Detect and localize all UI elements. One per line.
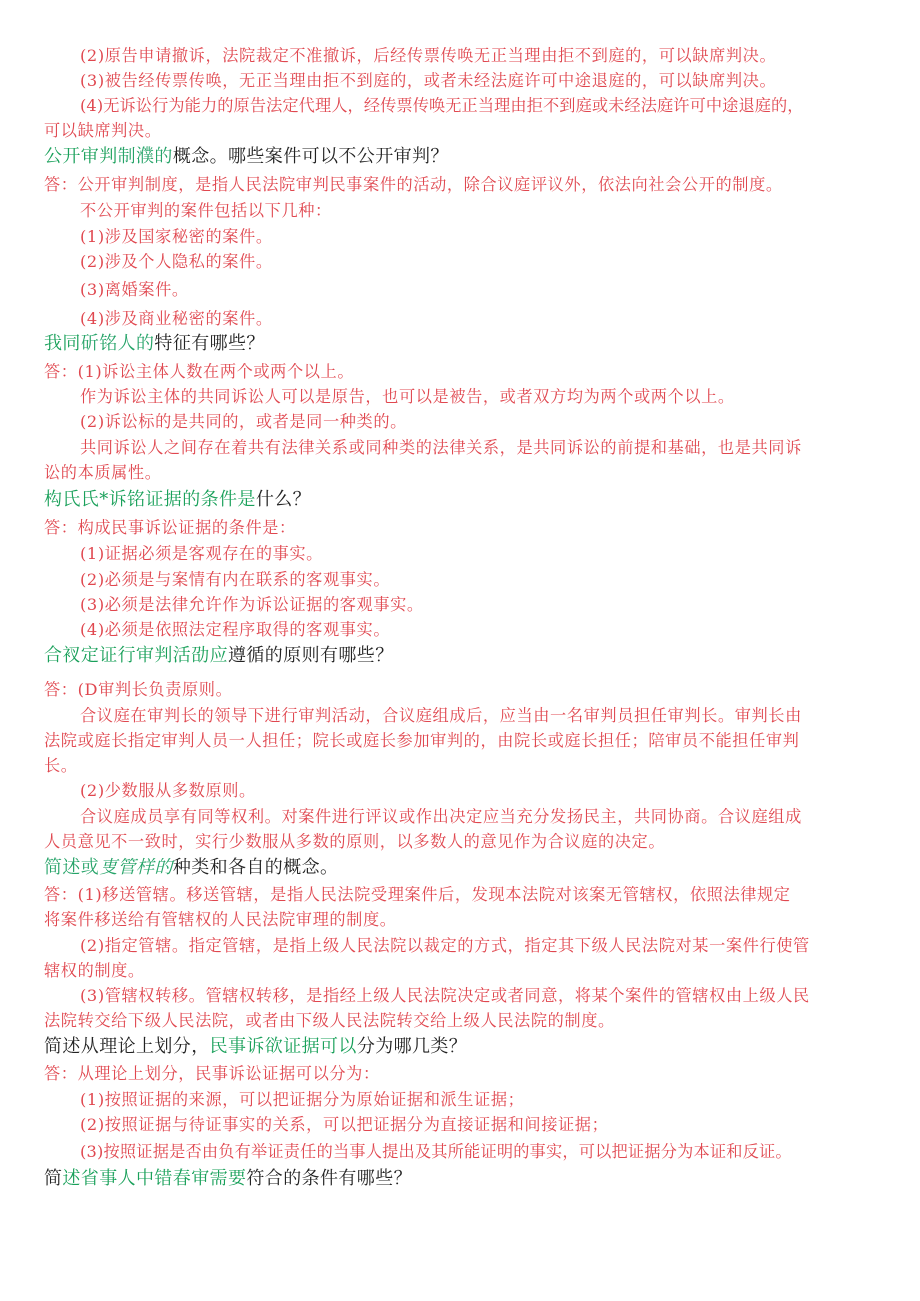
text-line: (4)无诉讼行为能力的原告法定代理人，经传票传唤无正当理由拒不到庭或未经法庭许可中途退庭的， [80, 96, 804, 115]
heading-part: 特征有哪些？ [154, 333, 265, 354]
heading-part: 符合的条件有哪些？ [246, 1168, 413, 1189]
text-line: 讼的本质属性。 [44, 463, 162, 482]
text-line: (2)原告申请撤诉，法院裁定不准撤诉，后经传票传唤无正当理由拒不到庭的，可以缺席判决。 [80, 46, 777, 65]
text-line: (3)必须是法律允许作为诉讼证据的客观事实。 [80, 595, 424, 614]
text-line: (3)管辖权转移。管辖权转移，是指经上级人民法院决定或者同意，将某个案件的管辖权由上级人民 [80, 986, 810, 1005]
text-line: (2)按照证据与待证事实的关系，可以把证据分为直接证据和间接证据； [80, 1115, 609, 1134]
question-heading [44, 146, 449, 168]
question-heading [44, 645, 394, 667]
heading-part: 分为哪几类？ [356, 1036, 468, 1057]
heading-part: 合衩定证行审判活劭应 [44, 645, 228, 666]
text-line: (3)按照证据是否由负有举证责任的当事人提出及其所能证明的事实，可以把证据分为本证和反证。 [80, 1142, 792, 1161]
text-line: 合议庭在审判长的领导下进行审判活动，合议庭组成后，应当由一名审判员担任审判长。审判长由 [80, 706, 802, 725]
text-line: (3)离婚案件。 [80, 280, 189, 299]
heading-part: 我同 [44, 333, 81, 354]
text-line: (1)证据必须是客观存在的事实。 [80, 544, 323, 563]
heading-part: 制濮的 [117, 146, 173, 167]
text-line: 答：(D审判长负责原则。 [44, 680, 233, 699]
heading-part: 种类和各自的概念。 [172, 857, 339, 878]
question-heading [44, 333, 265, 355]
text-line: 长。 [44, 756, 78, 775]
text-line: 答：(1)诉讼主体人数在两个或两个以上。 [44, 362, 355, 381]
text-line: (2)少数服从多数原则。 [80, 781, 256, 800]
heading-part: 公开审判 [44, 146, 118, 167]
text-line: (2)必须是与案情有内在联系的客观事实。 [80, 570, 391, 589]
text-line: (2)指定管辖。指定管辖，是指上级人民法院以裁定的方式，指定其下级人民法院对某一案件行使管 [80, 936, 810, 955]
heading-part: 简 [44, 1168, 63, 1189]
heading-part: 什么？ [255, 489, 312, 510]
heading-part: 述省事人中错春审需要 [62, 1168, 247, 1189]
question-heading [44, 1036, 467, 1058]
heading-part: 斫铭人的 [80, 333, 155, 354]
text-line: 将案件移送给有管辖权的人民法院审理的制度。 [44, 910, 397, 929]
text-line: (1)涉及国家秘密的案件。 [80, 227, 273, 246]
text-line: 可以缺席判决。 [44, 121, 162, 140]
text-line: 作为诉讼主体的共同诉讼人可以是原告，也可以是被告，或者双方均为两个或两个以上。 [80, 387, 735, 406]
text-line: 法院转交给下级人民法院，或者由下级人民法院转交给上级人民法院的制度。 [44, 1011, 615, 1030]
text-line: (3)被告经传票传唤，无正当理由拒不到庭的，或者未经法庭许可中途退庭的，可以缺席判决。 [80, 71, 777, 90]
text-line: 不公开审判的案件包括以下几种： [80, 201, 332, 220]
question-heading [44, 1168, 412, 1190]
text-line: (1)按照证据的来源，可以把证据分为原始证据和派生证据； [80, 1090, 525, 1109]
text-line: 答：(1)移送管辖。移送管辖，是指人民法院受理案件后，发现本法院对该案无管辖权，依照法律规定 [44, 885, 791, 904]
text-line: 人员意见不一致时，实行少数服从多数的原则，以多数人的意见作为合议庭的决定。 [44, 832, 666, 851]
heading-part: 民事诉欲证据可以 [209, 1036, 357, 1057]
heading-part: 叓管样的 [99, 857, 173, 878]
heading-part: 简述或 [44, 857, 100, 878]
heading-part: 简述从理论上划分， [44, 1036, 210, 1057]
text-line: 合议庭成员享有同等权利。对案件进行评议或作出决定应当充分发扬民主，共同协商。合议庭组成 [80, 807, 802, 826]
heading-part: 概念。哪些案件可以不公开审判？ [172, 146, 449, 167]
text-line: (2)诉讼标的是共同的，或者是同一种类的。 [80, 412, 407, 431]
heading-part: 遵循的原则有哪些？ [228, 645, 394, 666]
text-line: 答：构成民事诉讼证据的条件是： [44, 518, 296, 537]
text-line: 共同诉讼人之间存在着共有法律关系或同种类的法律关系，是共同诉讼的前提和基础，也是共同诉 [80, 438, 802, 457]
text-line: 答：从理论上划分，民事诉讼证据可以分为： [44, 1064, 380, 1083]
question-heading [44, 489, 311, 511]
question-heading [44, 857, 338, 879]
text-line: (4)必须是依照法定程序取得的客观事实。 [80, 620, 391, 639]
text-line: (4)涉及商业秘密的案件。 [80, 309, 273, 328]
heading-part: 构氏氏*诉铭证据的条件是 [44, 489, 256, 510]
text-line: 答：公开审判制度，是指人民法院审判民事案件的活动，除合议庭评议外，依法向社会公开的制度。 [44, 175, 783, 194]
text-line: (2)涉及个人隐私的案件。 [80, 252, 273, 271]
text-line: 法院或庭长指定审判人员一人担任；院长或庭长参加审判的，由院长或庭长担任；陪审员不能担任审判 [44, 731, 800, 750]
text-line: 辖权的制度。 [44, 961, 145, 980]
